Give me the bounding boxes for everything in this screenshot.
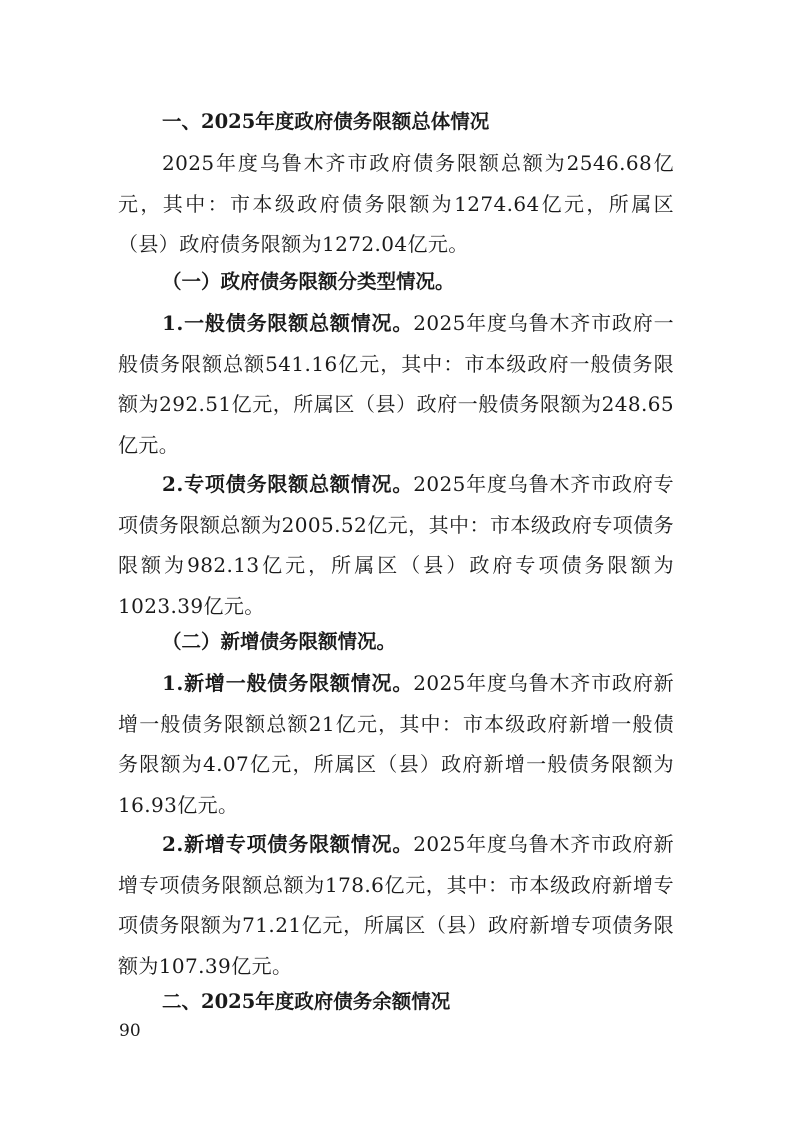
section-heading-debt-balance: 二、2025年度政府债务余额情况: [162, 990, 451, 1013]
paragraph-new-special-debt-limit: [118, 824, 674, 986]
paragraph-total-debt-limit: 2025年度乌鲁木齐市政府债务限额总额为2546.68亿元，其中：市本级政府债务限额为1274.64亿元，所属区（县）政府债务限额为1272.04亿元。: [118, 151, 674, 256]
paragraph-new-general-debt-limit: [118, 663, 674, 825]
section-heading-debt-limit-overview: 一、2025年度政府债务限额总体情况: [162, 110, 490, 133]
text-new-general-debt-limit: 2025年度乌鲁木齐市政府新增一般债务限额总额21亿元，其中：市本级政府新增一般债务限额为4.07亿元，所属区（县）政府新增一般债务限额为16.93亿元。: [118, 671, 674, 817]
lead-general-debt-limit: 1.一般债务限额总额情况。: [162, 311, 414, 335]
subsection-heading-by-type: （一）政府债务限额分类型情况。: [162, 270, 455, 293]
text-new-special-debt-limit: 2025年度乌鲁木齐市政府新增专项债务限额总额为178.6亿元，其中：市本级政府新增专项债务限额为71.21亿元，所属区（县）政府新增专项债务限额为107.39亿元。: [118, 832, 674, 978]
subsection-heading-new-debt-limit: （二）新增债务限额情况。: [162, 630, 397, 653]
text-special-debt-limit: 2025年度乌鲁木齐市政府专项债务限额总额为2005.52亿元，其中：市本级政府专项债务限额为982.13亿元，所属区（县）政府专项债务限额为1023.39亿元。: [118, 472, 674, 618]
text-general-debt-limit: 2025年度乌鲁木齐市政府一般债务限额总额541.16亿元，其中：市本级政府一般债务限额为292.51亿元，所属区（县）政府一般债务限额为248.65亿元。: [118, 311, 674, 457]
paragraph-general-debt-limit: [118, 303, 674, 465]
page-number: 90: [119, 1021, 141, 1041]
lead-special-debt-limit: 2.专项债务限额总额情况。: [162, 472, 414, 496]
paragraph-special-debt-limit: [118, 464, 674, 626]
lead-new-special-debt-limit: 2.新增专项债务限额情况。: [162, 832, 414, 856]
lead-new-general-debt-limit: 1.新增一般债务限额情况。: [162, 671, 414, 695]
